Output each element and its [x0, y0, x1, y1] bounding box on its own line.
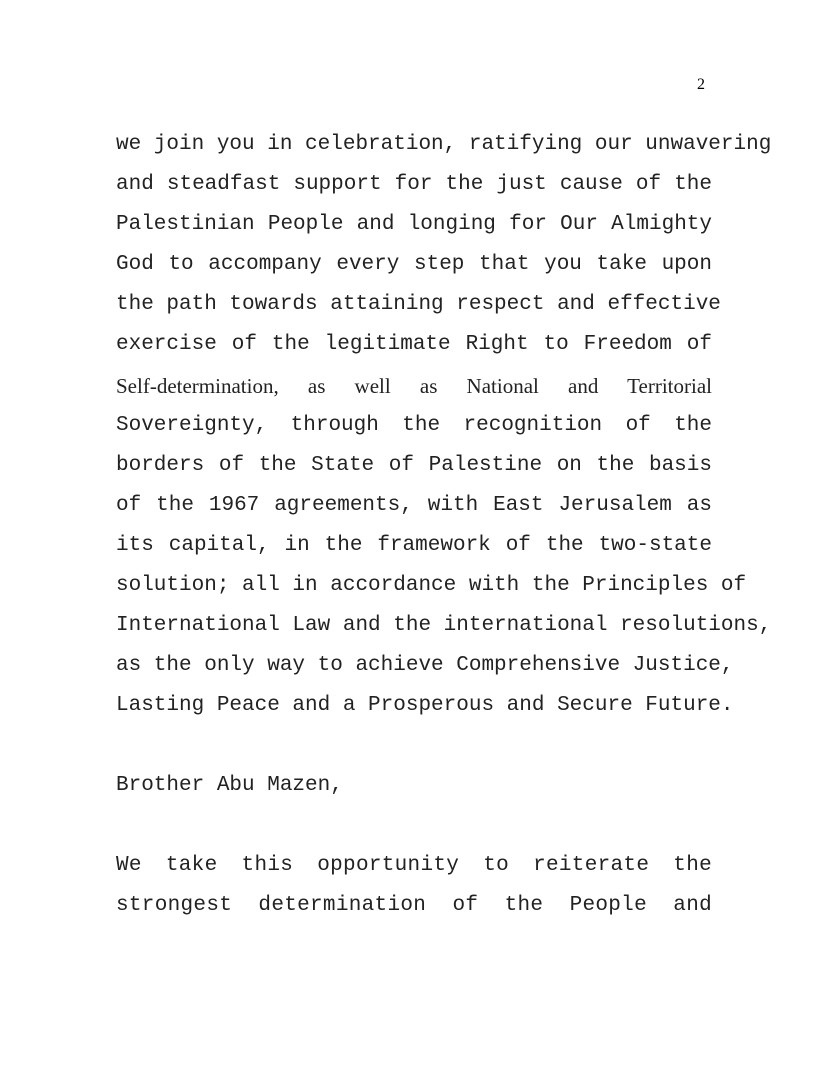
- paragraph-line: International Law and the international resolutions,: [116, 614, 772, 638]
- paragraph-line: Sovereignty, through the recognition of the: [116, 413, 712, 437]
- paragraph-line: of the 1967 agreements, with East Jerusalem as: [116, 493, 712, 517]
- paragraph-line: and steadfast support for the just cause of the: [116, 173, 712, 197]
- paragraph-celebration: [116, 125, 772, 726]
- paragraph-line: as the only way to achieve Comprehensive Justice,: [116, 654, 734, 678]
- paragraph-line: Palestinian People and longing for Our Almighty: [116, 213, 712, 237]
- paragraph-line: We take this opportunity to reiterate the: [116, 854, 712, 877]
- paragraph-line: borders of the State of Palestine on the basis: [116, 453, 712, 477]
- paragraph-line: God to accompany every step that you take upon: [116, 253, 712, 277]
- paragraph-reiterate: [116, 846, 712, 926]
- paragraph-line: we join you in celebration, ratifying our unwavering: [116, 133, 772, 156]
- page-number: 2: [697, 76, 705, 93]
- paragraph-line: strongest determination of the People and: [116, 894, 712, 918]
- paragraph-line: its capital, in the framework of the two-state: [116, 533, 712, 557]
- paragraph-line: the path towards attaining respect and effective: [116, 293, 721, 317]
- paragraph-line: solution; all in accordance with the Principles of: [116, 574, 747, 598]
- paragraph-line: Self-determination, as well as National and Territorial: [116, 373, 712, 398]
- salutation: Brother Abu Mazen,: [116, 774, 343, 797]
- paragraph-line: exercise of the legitimate Right to Freedom of: [116, 333, 712, 357]
- paragraph-line: Lasting Peace and a Prosperous and Secure Future.: [116, 694, 734, 718]
